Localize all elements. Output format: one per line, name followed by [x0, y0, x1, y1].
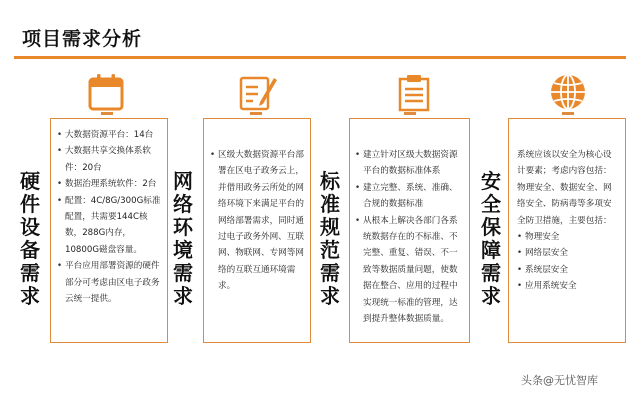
list-item: • 配置：4C/8G/300G标准配置，共需要144C核数，288G内存，10800G磁盘容量。: [57, 193, 161, 259]
title-underline: [14, 56, 626, 59]
box-accent-standards: [404, 112, 416, 115]
section-label-hardware: 硬件设备需求: [20, 169, 40, 308]
security-list: [517, 147, 619, 295]
standards-list: [355, 147, 463, 327]
box-accent-hardware: [101, 112, 113, 115]
list-item: • 网络层安全: [517, 245, 619, 261]
security-intro: 系统应该以安全为核心设计要素；考虑内容包括：物理安全、数据安全、网络安全、防病毒等多项安全防卫措施，主要包括：: [517, 150, 612, 226]
section-label-network: 网络环境需求: [173, 169, 193, 308]
hardware-list: [57, 127, 161, 307]
box-accent-security: [562, 112, 574, 115]
watermark: 头条@无忧智库: [521, 374, 598, 387]
section-label-security: 安全保障需求: [481, 169, 501, 308]
edit-note-icon: [238, 72, 278, 112]
globe-icon: [548, 72, 588, 112]
list-item: • 数据治理系统软件：2台: [57, 176, 161, 192]
list-item: • 从根本上解决各部门各系统数据存在的不标准、不完整、重复、错误、不一致等数据质量问题，使数据在整合、应用的过程中实现统一标准的管理，达到提升整体数据质量。: [355, 213, 463, 328]
list-item: • 物理安全: [517, 229, 619, 245]
list-item: • 区级大数据资源平台部署在区电子政务云上，并借用政务云所处的网络环境下来满足平台的网络部署需求，同时通过电子政务外网、互联网、物联网、专网等网络的互联互通环境需求。: [210, 147, 304, 295]
section-label-standards: 标准规范需求: [320, 169, 340, 308]
hardware-requirements-box: [50, 118, 168, 343]
list-item: • 建立完整、系统、准确、合规的数据标准: [355, 180, 463, 213]
list-item: • 建立针对区级大数据资源平台的数据标准体系: [355, 147, 463, 180]
box-accent-network: [250, 112, 262, 115]
calendar-icon: [86, 72, 126, 112]
list-item: • 平台应用部署资源的硬件部分可考虑由区电子政务云统一提供。: [57, 258, 161, 307]
list-item: • 大数据资源平台：14台: [57, 127, 161, 143]
document-list-icon: [394, 72, 434, 112]
standards-requirements-box: [349, 118, 470, 343]
list-item: • 系统层安全: [517, 262, 619, 278]
network-list: [210, 147, 304, 295]
page-title: 项目需求分析: [22, 28, 143, 50]
list-item: • 应用系统安全: [517, 278, 619, 294]
list-item: • 大数据共享交换体系软件：20台: [57, 143, 161, 176]
network-requirements-box: [203, 118, 311, 343]
security-requirements-box: [508, 118, 626, 343]
